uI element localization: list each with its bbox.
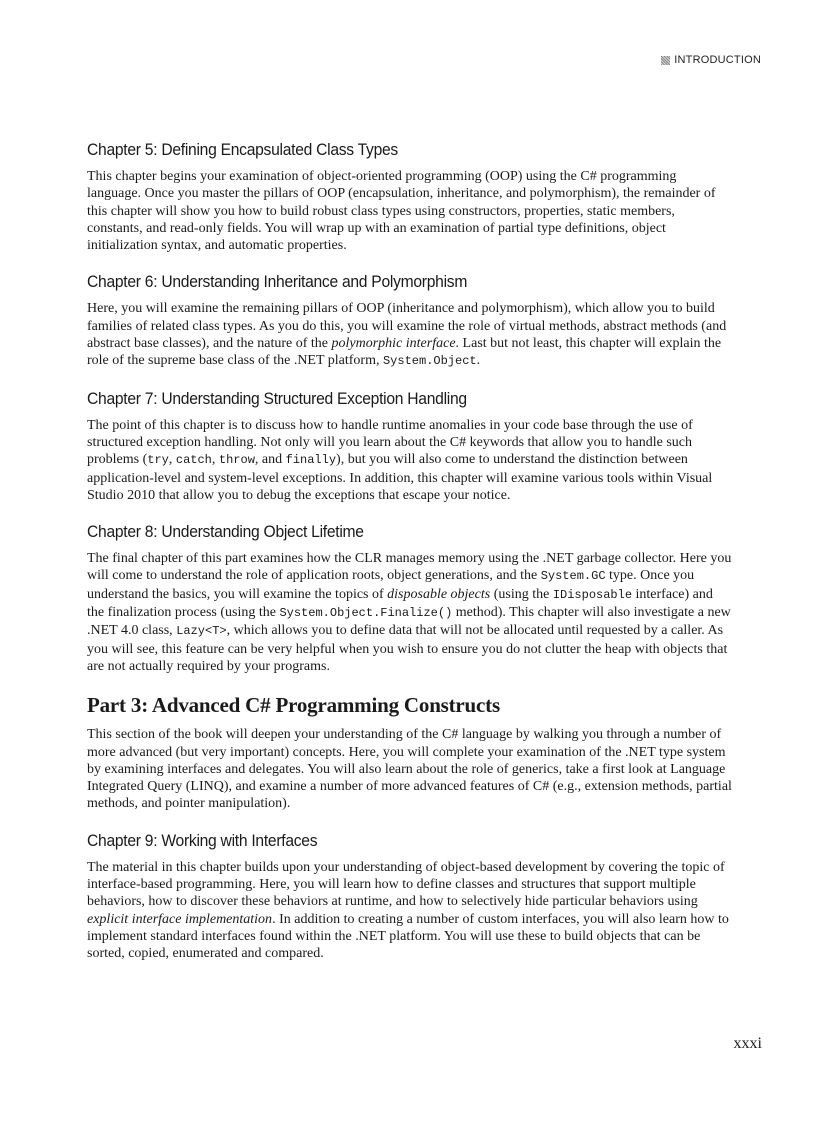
chapter-8-paragraph: The final chapter of this part examines how the CLR manages memory using the .NET garbage collector. Here you will come to understand the role of application roots, object generations, and the System.GC type. Once you understand the basics, you will examine the topics of disposable objects (using the IDisposable interface) and the finalization process (using the System.Object.Finalize() method). This chapter will also investigate a new .NET 4.0 class, Lazy<T>, which allows you to define data that will not be allocated until requested by a caller. As you will see, this feature can be very helpful when you wish to ensure you do not clutter the heap with objects that are not actually required by your programs.	[87, 551, 732, 674]
running-head-text: INTRODUCTION	[674, 54, 761, 66]
chapter-9-paragraph: The material in this chapter builds upon your understanding of object-based development by covering the topic of interface-based programming. Here, you will learn how to define classes and structures that support multiple behaviors, how to discover these behaviors at runtime, and how to selectively hide particular behaviors using explicit interface implementation. In addition to creating a number of custom interfaces, you will also learn how to implement standard interfaces found within the .NET platform. You will use these to build objects that can be sorted, copied, enumerated and compared.	[87, 859, 729, 962]
part-3-paragraph: This section of the book will deepen your understanding of the C# language by walking you through a number of more advanced (but very important) concepts. Here, you will complete your examination of the .NET type system by examining interfaces and delegates. You will also learn about the role of generics, take a first look at Language Integrated Query (LINQ), and examine a number of more advanced features of C# (e.g., extension methods, partial methods, and pointer manipulation).	[87, 727, 732, 812]
running-head-marker-icon	[661, 56, 670, 65]
page-content	[87, 140, 732, 981]
chapter-8-heading: Chapter 8: Understanding Object Lifetime	[87, 522, 364, 542]
part-3-heading: Part 3: Advanced C# Programming Constructs	[87, 693, 500, 718]
running-head	[661, 54, 761, 66]
chapter-9-heading: Chapter 9: Working with Interfaces	[87, 830, 318, 850]
chapter-5-heading: Chapter 5: Defining Encapsulated Class Types	[87, 140, 398, 159]
chapter-7-heading: Chapter 7: Understanding Structured Exception Handling	[87, 388, 467, 408]
chapter-6-paragraph: Here, you will examine the remaining pillars of OOP (inheritance and polymorphism), which allow you to build families of related class types. As you do this, you will examine the role of virtual methods, abstract methods (and abstract base classes), and the nature of the polymorphic interface. Last but not least, this chapter will explain the role of the supreme base class of the .NET platform, System.Object.	[87, 301, 727, 369]
page-number: xxxi	[733, 1035, 762, 1052]
chapter-6-heading: Chapter 6: Understanding Inheritance and Polymorphism	[87, 272, 468, 292]
chapter-5-paragraph: This chapter begins your examination of object-oriented programming (OOP) using the C# programming language. Once you master the pillars of OOP (encapsulation, inheritance, and polymorphism), the remainder of this chapter will show you how to build robust class types using constructors, properties, static members, constants, and read-only fields. You will wrap up with an examination of partial type definitions, object initialization syntax, and automatic properties.	[87, 169, 716, 254]
chapter-7-paragraph: The point of this chapter is to discuss how to handle runtime anomalies in your code base through the use of structured exception handling. Not only will you learn about the C# keywords that allow you to handle such problems (try, catch, throw, and finally), but you will also come to understand the distinction between application-level and system-level exceptions. In addition, this chapter will examine various tools within Visual Studio 2010 that allow you to debug the exceptions that escape your notice.	[87, 417, 713, 503]
